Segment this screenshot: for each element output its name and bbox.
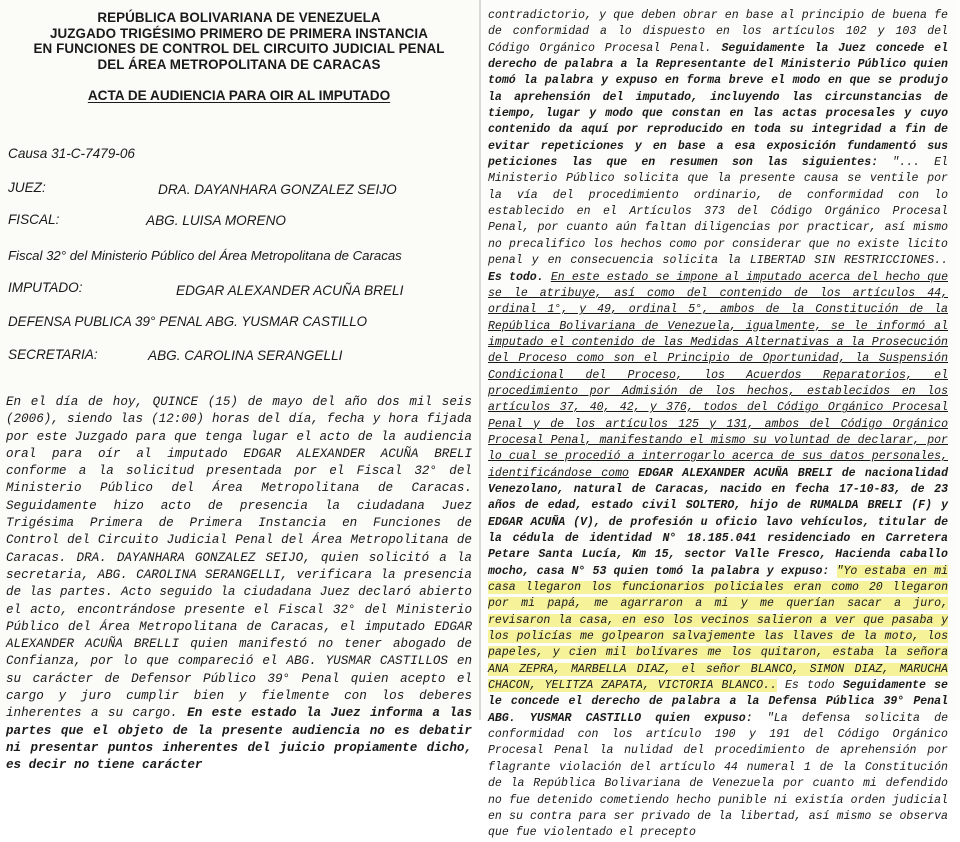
right-text-3: "... El Ministerio Público solicita que la presente causa se ventile por la vía del procedimiento ordinario, de conformidad con lo establecido en el Artículos 373 del Código Orgánico Procesal Penal, por cuanto aún faltan diligencias por practicar, así mismo no precalifico los hechos como por considerar que no existe licito penal y en consecuencia solicita la LIBERTAD SIN RESTRICCIONES..	[488, 156, 948, 268]
header-line-2: JUZGADO TRIGÉSIMO PRIMERO DE PRIMERA INSTANCIA	[49, 25, 429, 41]
left-paragraph-1: En el día de hoy, QUINCE (15) de mayo del año dos mil seis (2006), siendo las (12:00) horas del día, fecha y hora fijada por este Juzgado para que tenga lugar el acto de la audiencia oral para oír al imputado EDGAR ALEXANDER ACUÑA BRELI conforme a la solicitud presentada por el Fiscal 32° del Ministerio Público del Área Metropolitana de Caracas. Seguidamente hizo acto de presencia la ciudadana Juez Trigésima Primera de Primera Instancia en Funciones de Control del Circuito Judicial Penal del Área Metropolitana de Caracas. DRA. DAYANHARA GONZALEZ SEIJO, quien solicitó a la secretaria, ABG. CAROLINA SERANGELLI, verificara la presencia de las partes. Acto seguido la ciudadana Juez declaró abierto el acto, encontrándose presente el Fiscal 32° del Ministerio Público del Área Metropolitana de Caracas, el imputado EDGAR ALEXANDER ACUÑA BRELLI quien manifestó no tener abogado de Confianza, por lo que compareció el ABG. YUSMAR CASTILLOS en su carácter de Defensor Público 39° Penal quien acepto el cargo y juro cumplir bien y fielmente con los deberes inherentes a su cargo.	[6, 395, 472, 721]
header-line-4: DEL ÁREA METROPOLITANA DE CARACAS	[97, 56, 381, 72]
right-text-10: "La defensa solicita de conformidad con los artículo 190 y 191 del Código Orgánico Procesal Penal la nulidad del procedimiento de aprehensión por flagrante violación del artículo 44 numeral 1 de la Constitución de la República Bolivariana de Venezuela por cuanto mi defendido no fue detenido cometiendo hecho punible ni existía orden judicial en su contra para ser privado de la libertad, así mismo se observa que fue violentado el precepto	[488, 711, 948, 840]
left-column	[0, 0, 478, 773]
secretaria-value: ABG. CAROLINA SERANGELLI	[148, 348, 343, 363]
fiscal-label: FISCAL:	[8, 212, 60, 227]
imputado-value: EDGAR ALEXANDER ACUÑA BRELI	[176, 283, 404, 298]
fiscal-office-line: Fiscal 32° del Ministerio Público del Área Metropolitana de Caracas	[8, 248, 402, 263]
causa-number: Causa 31-C-7479-06	[8, 146, 135, 161]
right-text-8: Es todo	[785, 679, 835, 693]
court-header	[0, 10, 478, 72]
defensa-line: DEFENSA PUBLICA 39° PENAL ABG. YUSMAR CASTILLO	[8, 314, 368, 329]
right-text-9: Seguidamente se le concede el derecho de palabra a la Defensa Pública 39° Penal ABG. YUSMAR CASTILLO quien expuso:	[488, 679, 948, 725]
header-line-3: EN FUNCIONES DE CONTROL DEL CIRCUITO JUDICIAL PENAL	[33, 41, 445, 57]
imputado-label: IMPUTADO:	[8, 280, 83, 295]
right-text-5: En este estado se impone al imputado acerca del hecho que se le atribuye, así como del contenido de los artículos 44, ordinal 1°, y 49, ordinal 5°, ambos de la Constitución de la República Bolivariana de Venezuela, igualmente, se le informó al imputado el contenido de las Medidas Alternativas a la Prosecución del Proceso como son el Principio de Oportunidad, la Suspensión Condicional del Proceso, los Acuerdos Reparatorios, el procedimiento por Admisión de los hechos, establecidos en los artículos 37, 40, 42, y 376, todos del Código Orgánico Procesal Penal y de los artículos 125 y 131, ambos del Código Orgánico Procesal Penal, manifestando el mismo su voluntad de declarar, por lo cual se procedió a interrogarlo acerca de sus datos personales, identificándose como	[488, 270, 948, 480]
juez-label: JUEZ:	[8, 180, 46, 195]
right-column	[482, 0, 954, 840]
left-paragraph-2: En este estado la Juez informa a las partes que el objeto de la presente audiencia no es debatir ni presentar puntos inherentes del juicio propiamente dicho, es decir no tiene carácter	[6, 706, 472, 773]
fiscal-value: ABG. LUISA MORENO	[146, 213, 286, 228]
juez-value: DRA. DAYANHARA GONZALEZ SEIJO	[158, 182, 397, 197]
left-body-text	[6, 394, 472, 775]
right-body-text	[488, 8, 948, 842]
acta-title: ACTA DE AUDIENCIA PARA OIR AL IMPUTADO	[87, 88, 391, 104]
right-text-1: contradictorio, y que deben obrar en base al principio de buena fe de conformidad a lo dispuesto en los artículos 102 y 103 del Código Orgánico Procesal Penal.	[488, 9, 948, 55]
highlighted-statement: "Yo estaba en mi casa llegaron los funcionarios policiales eran como 20 llegaron por mi papá, me agarraron a mi y me querían sacar a juro, revisaron la casa, en eso los vecinos salieron a ver que pasaba y los policías me golpearon salvajemente las llaves de la moto, los papeles, y cien mil bolívares me los quitaron, estaba la señora ANA ZEPRA, MARBELLA DIAZ, el señor BLANCO, SIMON DIAZ, MARUCHA CHACON, YELITZA ZAPATA, VICTORIA BLANCO..	[488, 564, 948, 693]
right-text-2: Seguidamente la Juez concede el derecho de palabra a la Representante del Ministerio Público quien tomó la palabra y expuso en forma breve el modo en que se produjo la aprehensión del imputado, incluyendo las circunstancias de tiempo, lugar y modo que constan en las actas procesales y cuyo contenido da aquí por reproducido en toda su integridad a fin de evitar repeticiones y en base a esa exposición fundamentó sus peticiones las que en resumen son las siguientes:	[488, 41, 948, 170]
secretaria-label: SECRETARIA:	[8, 347, 98, 362]
right-text-4: Es todo.	[488, 270, 544, 284]
column-divider	[479, 0, 481, 720]
header-line-1: REPÚBLICA BOLIVARIANA DE VENEZUELA	[97, 10, 381, 25]
right-text-6: EDGAR ALEXANDER ACUÑA BRELI de nacionalidad Venezolano, natural de Caracas, nacido en fecha 17-10-83, de 23 años de edad, estado civil SOLTERO, hijo de RUMALDA BRELI (F) y EDGAR ACUÑA (V), de profesión u oficio lavo vehículos, titular de la cédula de identidad N° 18.185.041 residenciado en Carretera Petare Santa Lucía, Km 15, sector Valle Fresco, Hacienda caballo mocho, casa N° 53 quien tomó la palabra y expuso:	[488, 466, 948, 578]
